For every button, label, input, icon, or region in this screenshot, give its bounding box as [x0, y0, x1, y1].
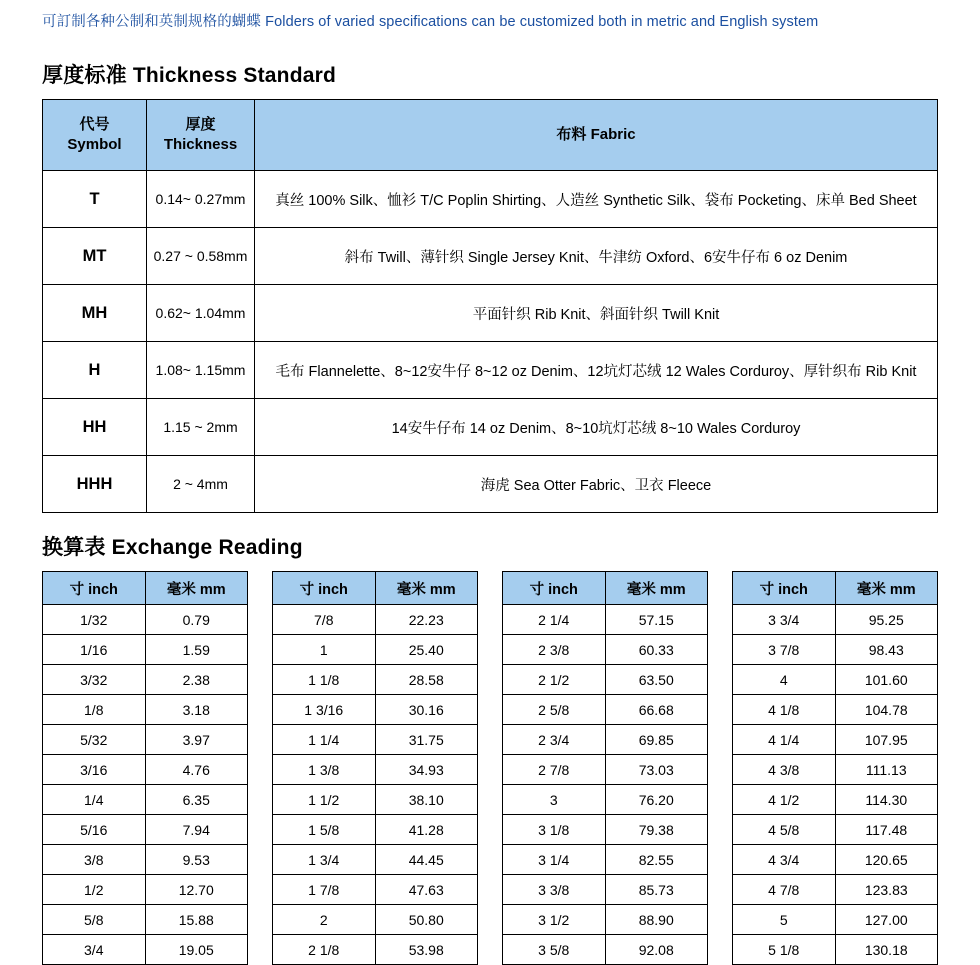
table-row — [733, 935, 938, 965]
cell-mm: 85.73 — [605, 875, 708, 905]
cell-mm: 117.48 — [835, 815, 938, 845]
cell-mm: 50.80 — [375, 905, 478, 935]
cell-inch: 3 3/8 — [503, 875, 606, 905]
cell-mm: 88.90 — [605, 905, 708, 935]
cell-mm: 38.10 — [375, 785, 478, 815]
table-row — [273, 845, 478, 875]
cell-inch: 4 — [733, 665, 836, 695]
cell-mm: 111.13 — [835, 755, 938, 785]
table-row — [503, 695, 708, 725]
table-row — [503, 755, 708, 785]
table-row — [503, 845, 708, 875]
table-row — [43, 695, 248, 725]
table-row — [273, 635, 478, 665]
cell-fabric: 真丝 100% Silk、恤衫 T/C Poplin Shirting、人造丝 Synthetic Silk、袋布 Pocketing、床单 Bed Sheet — [255, 171, 938, 228]
thickness-section-title: 厚度标准 Thickness Standard — [42, 64, 336, 87]
table-row — [43, 635, 248, 665]
cell-inch: 1 3/4 — [273, 845, 376, 875]
table-row — [733, 755, 938, 785]
table-row — [503, 905, 708, 935]
exchange-table-2-head — [273, 572, 478, 605]
cell-mm: 101.60 — [835, 665, 938, 695]
cell-inch: 7/8 — [273, 605, 376, 635]
header-mm: 毫米 mm — [835, 572, 938, 605]
table-row — [733, 845, 938, 875]
exchange-table-4-head — [733, 572, 938, 605]
cell-mm: 2.38 — [145, 665, 248, 695]
cell-mm: 31.75 — [375, 725, 478, 755]
cell-inch: 1 5/8 — [273, 815, 376, 845]
cell-thickness: 1.08~ 1.15mm — [147, 342, 255, 399]
cell-inch: 5/16 — [43, 815, 146, 845]
exchange-table-4 — [732, 571, 938, 965]
cell-inch: 4 3/8 — [733, 755, 836, 785]
cell-symbol: MH — [43, 285, 147, 342]
table-row — [503, 935, 708, 965]
cell-inch: 5 1/8 — [733, 935, 836, 965]
cell-inch: 3/16 — [43, 755, 146, 785]
table-row — [43, 875, 248, 905]
table-header-row — [43, 572, 248, 605]
cell-mm: 107.95 — [835, 725, 938, 755]
table-row — [503, 665, 708, 695]
cell-mm: 76.20 — [605, 785, 708, 815]
cell-inch: 4 3/4 — [733, 845, 836, 875]
thickness-table-head — [43, 100, 938, 171]
header-mm: 毫米 mm — [145, 572, 248, 605]
cell-fabric: 斜布 Twill、薄针织 Single Jersey Knit、牛津纺 Oxford、6安牛仔布 6 oz Denim — [255, 228, 938, 285]
table-row — [43, 935, 248, 965]
table-row — [43, 342, 938, 399]
table-row — [273, 665, 478, 695]
cell-mm: 4.76 — [145, 755, 248, 785]
cell-mm: 3.97 — [145, 725, 248, 755]
cell-thickness: 2 ~ 4mm — [147, 456, 255, 513]
cell-mm: 34.93 — [375, 755, 478, 785]
cell-mm: 60.33 — [605, 635, 708, 665]
exchange-table-3-body — [503, 605, 708, 965]
table-header-row — [733, 572, 938, 605]
table-row — [273, 935, 478, 965]
header-inch: 寸 inch — [273, 572, 376, 605]
cell-mm: 130.18 — [835, 935, 938, 965]
header-mm: 毫米 mm — [375, 572, 478, 605]
cell-fabric: 14安牛仔布 14 oz Denim、8~10坑灯芯绒 8~10 Wales Corduroy — [255, 399, 938, 456]
exchange-table-1 — [42, 571, 248, 965]
cell-symbol: T — [43, 171, 147, 228]
table-row — [733, 875, 938, 905]
exchange-table-1-body — [43, 605, 248, 965]
cell-fabric: 海虎 Sea Otter Fabric、卫衣 Fleece — [255, 456, 938, 513]
cell-inch: 2 1/2 — [503, 665, 606, 695]
cell-mm: 9.53 — [145, 845, 248, 875]
header-symbol-en: Symbol — [67, 136, 122, 153]
cell-inch: 3 7/8 — [733, 635, 836, 665]
cell-thickness: 0.27 ~ 0.58mm — [147, 228, 255, 285]
header-fabric: 布料 Fabric — [255, 100, 938, 171]
table-row — [43, 399, 938, 456]
table-row — [43, 815, 248, 845]
table-row — [733, 725, 938, 755]
cell-inch: 1 — [273, 635, 376, 665]
cell-fabric: 平面针织 Rib Knit、斜面针织 Twill Knit — [255, 285, 938, 342]
cell-mm: 12.70 — [145, 875, 248, 905]
exchange-table-2 — [272, 571, 478, 965]
exchange-tables-container — [42, 571, 938, 965]
header-symbol — [43, 100, 147, 171]
table-row — [733, 785, 938, 815]
cell-inch: 1 3/8 — [273, 755, 376, 785]
cell-mm: 1.59 — [145, 635, 248, 665]
cell-inch: 3 1/4 — [503, 845, 606, 875]
table-row — [503, 605, 708, 635]
cell-inch: 3 1/2 — [503, 905, 606, 935]
cell-symbol: H — [43, 342, 147, 399]
cell-inch: 2 7/8 — [503, 755, 606, 785]
cell-inch: 1 7/8 — [273, 875, 376, 905]
table-row — [503, 725, 708, 755]
cell-mm: 0.79 — [145, 605, 248, 635]
cell-inch: 1 3/16 — [273, 695, 376, 725]
table-row — [43, 845, 248, 875]
table-row — [43, 605, 248, 635]
table-row — [43, 665, 248, 695]
cell-inch: 1/2 — [43, 875, 146, 905]
exchange-section-title: 换算表 Exchange Reading — [42, 536, 303, 559]
cell-inch: 4 5/8 — [733, 815, 836, 845]
cell-mm: 104.78 — [835, 695, 938, 725]
table-row — [43, 228, 938, 285]
table-row — [733, 635, 938, 665]
header-inch: 寸 inch — [503, 572, 606, 605]
table-row — [503, 815, 708, 845]
exchange-table-3 — [502, 571, 708, 965]
header-thickness — [147, 100, 255, 171]
cell-inch: 2 — [273, 905, 376, 935]
cell-mm: 22.23 — [375, 605, 478, 635]
exchange-table-4-body — [733, 605, 938, 965]
cell-inch: 5/8 — [43, 905, 146, 935]
table-row — [273, 875, 478, 905]
cell-mm: 15.88 — [145, 905, 248, 935]
cell-mm: 66.68 — [605, 695, 708, 725]
cell-mm: 19.05 — [145, 935, 248, 965]
cell-fabric: 毛布 Flannelette、8~12安牛仔 8~12 oz Denim、12坑灯芯绒 12 Wales Corduroy、厚针织布 Rib Knit — [255, 342, 938, 399]
cell-mm: 127.00 — [835, 905, 938, 935]
cell-mm: 63.50 — [605, 665, 708, 695]
table-row — [733, 695, 938, 725]
table-row — [43, 285, 938, 342]
table-row — [503, 635, 708, 665]
table-row — [273, 695, 478, 725]
cell-mm: 73.03 — [605, 755, 708, 785]
cell-mm: 69.85 — [605, 725, 708, 755]
cell-inch: 5/32 — [43, 725, 146, 755]
cell-inch: 1/32 — [43, 605, 146, 635]
cell-inch: 1/16 — [43, 635, 146, 665]
table-row — [273, 755, 478, 785]
cell-inch: 2 5/8 — [503, 695, 606, 725]
cell-inch: 4 1/8 — [733, 695, 836, 725]
cell-mm: 79.38 — [605, 815, 708, 845]
cell-symbol: MT — [43, 228, 147, 285]
cell-inch: 3 — [503, 785, 606, 815]
cell-inch: 1 1/4 — [273, 725, 376, 755]
cell-inch: 3 3/4 — [733, 605, 836, 635]
table-row — [273, 905, 478, 935]
thickness-standard-table — [42, 99, 938, 513]
cell-inch: 2 3/4 — [503, 725, 606, 755]
cell-mm: 114.30 — [835, 785, 938, 815]
cell-inch: 3 5/8 — [503, 935, 606, 965]
cell-mm: 41.28 — [375, 815, 478, 845]
cell-inch: 3/8 — [43, 845, 146, 875]
cell-mm: 6.35 — [145, 785, 248, 815]
exchange-table-1-head — [43, 572, 248, 605]
table-row — [273, 785, 478, 815]
table-row — [43, 755, 248, 785]
table-row — [503, 875, 708, 905]
table-row — [733, 905, 938, 935]
cell-mm: 25.40 — [375, 635, 478, 665]
table-row — [273, 725, 478, 755]
exchange-table-2-body — [273, 605, 478, 965]
header-thickness-cn: 厚度 — [185, 115, 216, 133]
table-row — [733, 605, 938, 635]
cell-inch: 3 1/8 — [503, 815, 606, 845]
cell-mm: 57.15 — [605, 605, 708, 635]
table-row — [43, 905, 248, 935]
cell-inch: 4 1/2 — [733, 785, 836, 815]
exchange-table-3-head — [503, 572, 708, 605]
header-inch: 寸 inch — [43, 572, 146, 605]
cell-mm: 3.18 — [145, 695, 248, 725]
cell-mm: 30.16 — [375, 695, 478, 725]
table-row — [43, 725, 248, 755]
header-thickness-en: Thickness — [163, 136, 238, 153]
header-mm: 毫米 mm — [605, 572, 708, 605]
cell-mm: 53.98 — [375, 935, 478, 965]
table-header-row — [503, 572, 708, 605]
header-symbol-cn: 代号 — [79, 115, 110, 133]
table-header-row — [273, 572, 478, 605]
top-note: 可訂制各种公制和英制规格的蝴蝶 Folders of varied specifications can be customized both in metric and English system — [42, 14, 819, 30]
cell-inch: 2 3/8 — [503, 635, 606, 665]
cell-inch: 1/8 — [43, 695, 146, 725]
cell-inch: 2 1/8 — [273, 935, 376, 965]
table-row — [43, 171, 938, 228]
cell-thickness: 1.15 ~ 2mm — [147, 399, 255, 456]
cell-inch: 3/32 — [43, 665, 146, 695]
cell-inch: 1 1/2 — [273, 785, 376, 815]
cell-inch: 1 1/8 — [273, 665, 376, 695]
cell-mm: 28.58 — [375, 665, 478, 695]
table-row — [733, 665, 938, 695]
cell-inch: 3/4 — [43, 935, 146, 965]
thickness-table-body — [43, 171, 938, 513]
cell-mm: 98.43 — [835, 635, 938, 665]
cell-inch: 1/4 — [43, 785, 146, 815]
cell-mm: 95.25 — [835, 605, 938, 635]
cell-mm: 92.08 — [605, 935, 708, 965]
cell-mm: 44.45 — [375, 845, 478, 875]
table-row — [273, 815, 478, 845]
cell-inch: 5 — [733, 905, 836, 935]
cell-mm: 47.63 — [375, 875, 478, 905]
cell-thickness: 0.14~ 0.27mm — [147, 171, 255, 228]
cell-inch: 4 7/8 — [733, 875, 836, 905]
cell-mm: 7.94 — [145, 815, 248, 845]
cell-symbol: HH — [43, 399, 147, 456]
cell-symbol: HHH — [43, 456, 147, 513]
table-row — [733, 815, 938, 845]
header-inch: 寸 inch — [733, 572, 836, 605]
cell-mm: 82.55 — [605, 845, 708, 875]
table-row — [43, 785, 248, 815]
cell-inch: 2 1/4 — [503, 605, 606, 635]
cell-mm: 120.65 — [835, 845, 938, 875]
cell-inch: 4 1/4 — [733, 725, 836, 755]
cell-thickness: 0.62~ 1.04mm — [147, 285, 255, 342]
table-header-row — [43, 100, 938, 171]
cell-mm: 123.83 — [835, 875, 938, 905]
table-row — [273, 605, 478, 635]
table-row — [503, 785, 708, 815]
table-row — [43, 456, 938, 513]
